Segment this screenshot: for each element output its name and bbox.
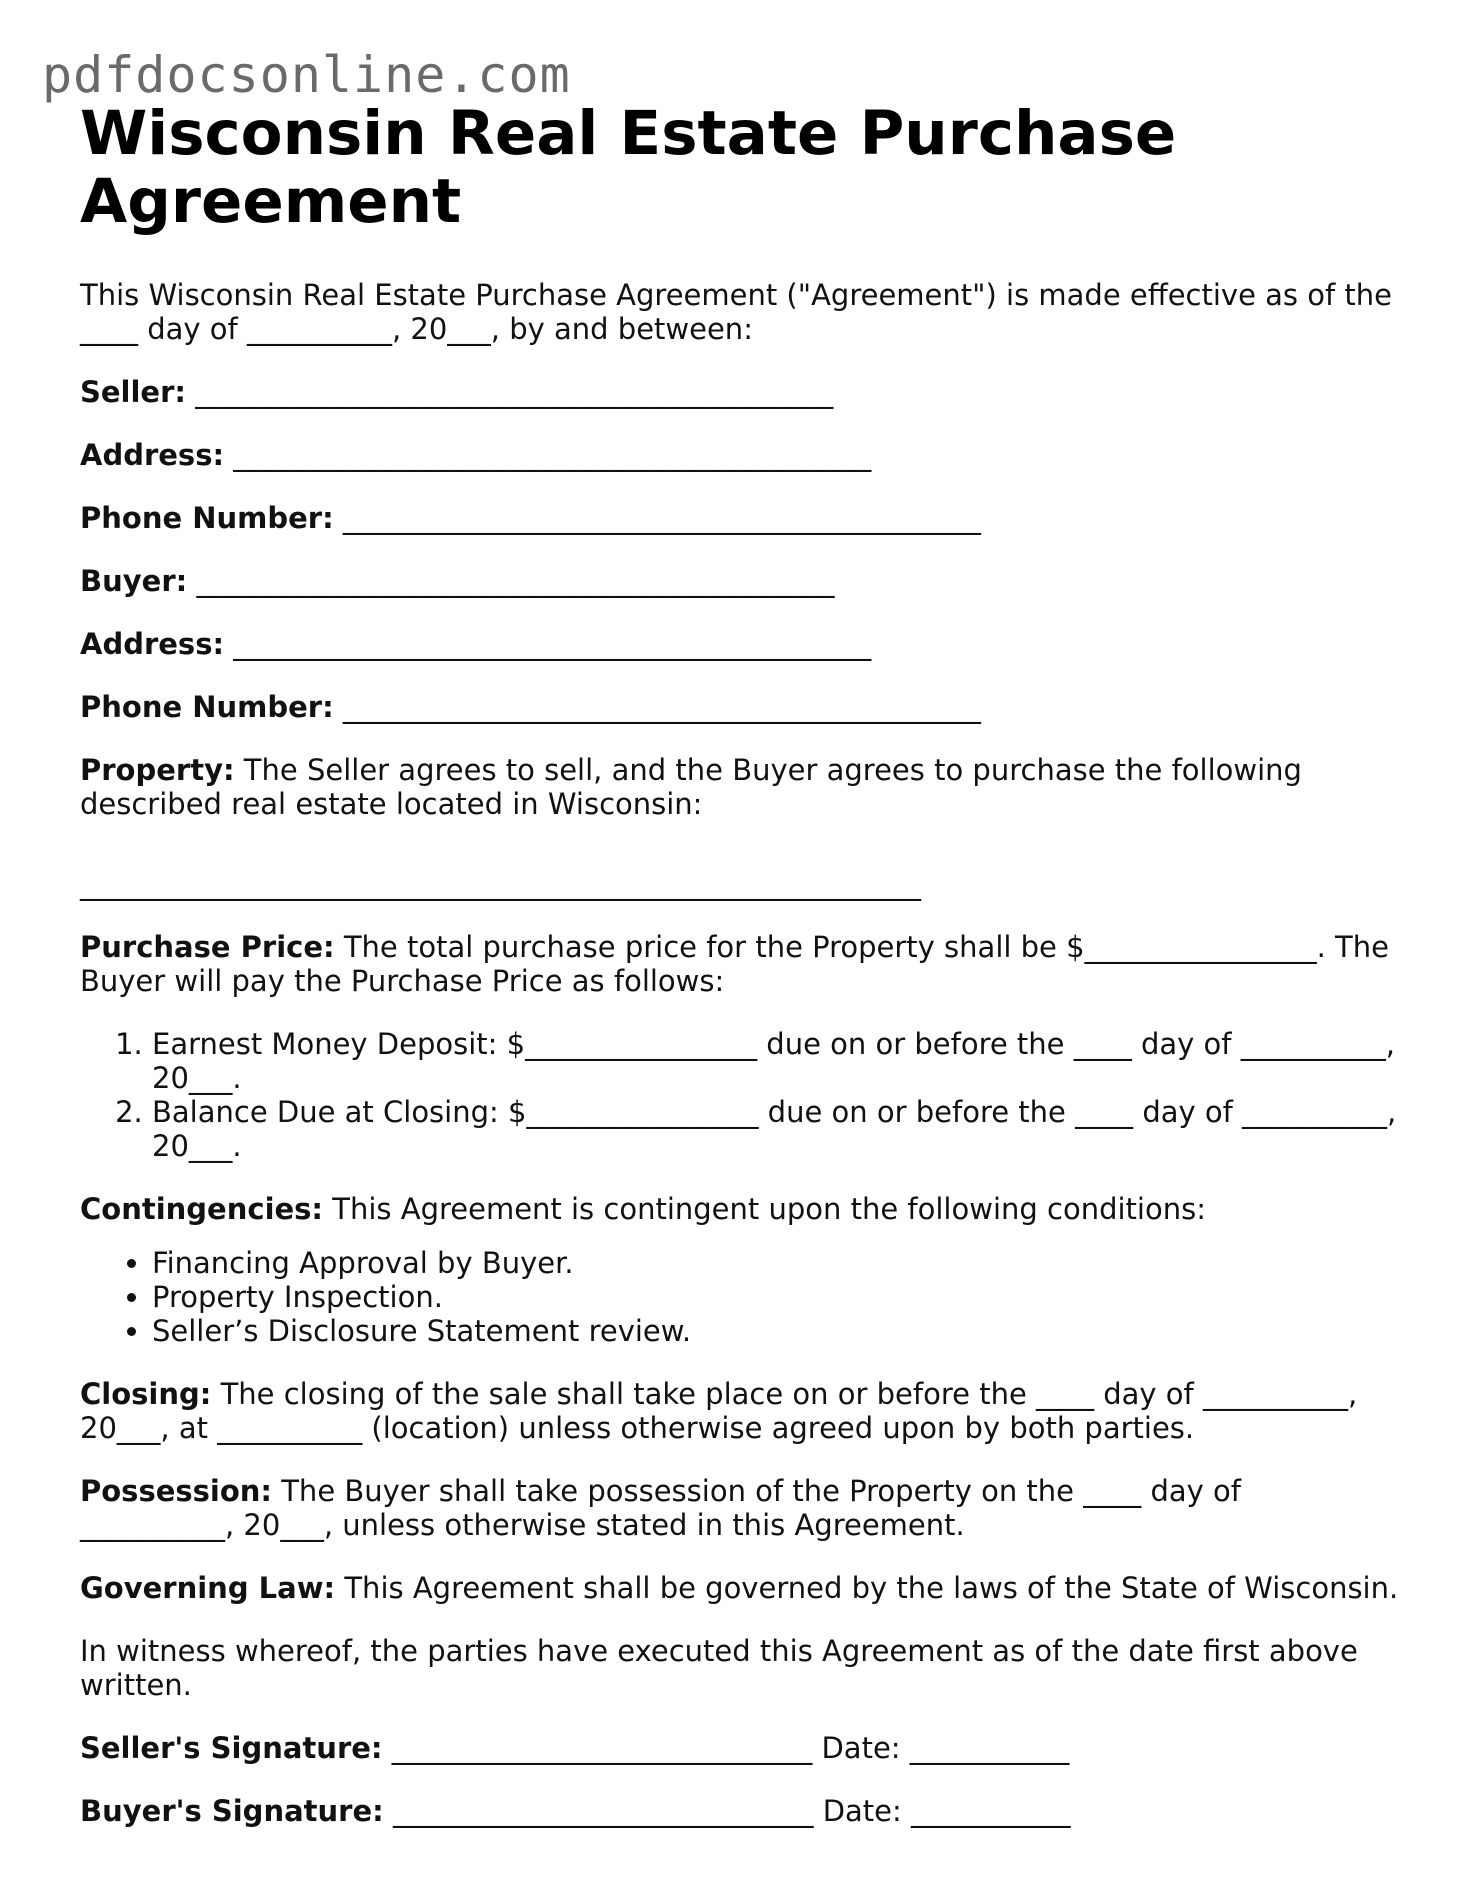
seller-address-field <box>80 438 1400 472</box>
seller-address-label: Address: <box>80 438 225 472</box>
possession-section <box>80 1474 1400 1542</box>
governing-law-label: Governing Law: <box>80 1571 336 1605</box>
purchase-price-text: The total purchase price for the Property shall be $________________. The Buyer will pay the Purchase Price as follows: <box>80 930 1389 998</box>
seller-phone-label: Phone Number: <box>80 501 334 535</box>
governing-law-text: This Agreement shall be governed by the laws of the State of Wisconsin. <box>344 1571 1399 1605</box>
buyer-address-label: Address: <box>80 627 225 661</box>
governing-law-section <box>80 1571 1400 1605</box>
closing-text: The closing of the sale shall take place on or before the ____ day of __________, 20___, at __________ (location) unless otherwise agreed upon by both parties. <box>80 1377 1358 1445</box>
property-text: The Seller agrees to sell, and the Buyer agrees to purchase the following described real estate located in Wisconsin: <box>80 753 1302 821</box>
buyer-blank[interactable]: ____________________________________________ <box>196 564 835 598</box>
seller-signature-blank[interactable]: _____________________________ <box>391 1731 813 1765</box>
buyer-field <box>80 564 1400 598</box>
intro-paragraph: This Wisconsin Real Estate Purchase Agreement ("Agreement") is made effective as of the ____ day of __________, 20___, by and between: <box>80 278 1393 346</box>
closing-label: Closing: <box>80 1377 212 1411</box>
property-section <box>80 753 1400 821</box>
seller-phone-field <box>80 501 1400 535</box>
property-description-blank[interactable]: __________________________________________________________ <box>80 867 921 901</box>
list-item: 1. Earnest Money Deposit: $________________ due on or before the ____ day of __________, 20___. <box>152 1027 1400 1095</box>
page-title: Wisconsin Real Estate Purchase Agreement <box>80 98 1177 237</box>
payment-list <box>80 1027 1400 1163</box>
document <box>80 100 1400 1828</box>
list-item: • Property Inspection. <box>152 1280 1400 1314</box>
seller-date-blank[interactable]: ___________ <box>909 1731 1070 1765</box>
witness-paragraph: In witness whereof, the parties have executed this Agreement as of the date first above written. <box>80 1634 1358 1702</box>
buyer-phone-field <box>80 690 1400 724</box>
buyer-label: Buyer: <box>80 564 188 598</box>
list-item: 2. Balance Due at Closing: $________________ due on or before the ____ day of __________, 20___. <box>152 1095 1400 1163</box>
contingencies-text: This Agreement is contingent upon the following conditions: <box>332 1192 1206 1226</box>
property-label: Property: <box>80 753 235 787</box>
buyer-signature-line <box>80 1794 1400 1828</box>
purchase-price-section <box>80 930 1400 998</box>
buyer-date-blank[interactable]: ___________ <box>911 1794 1071 1828</box>
buyer-date-label: Date: <box>822 1794 902 1828</box>
seller-address-blank[interactable]: ____________________________________________ <box>233 438 872 472</box>
buyer-phone-blank[interactable]: ____________________________________________ <box>342 690 981 724</box>
buyer-signature-label: Buyer's Signature: <box>80 1794 384 1828</box>
seller-signature-line <box>80 1731 1400 1765</box>
seller-label: Seller: <box>80 375 187 409</box>
contingencies-list <box>80 1246 1400 1348</box>
buyer-phone-label: Phone Number: <box>80 690 334 724</box>
buyer-address-field <box>80 627 1400 661</box>
possession-text: The Buyer shall take possession of the Property on the ____ day of __________, 20___, unless otherwise stated in this Agreement. <box>80 1474 1241 1542</box>
closing-section <box>80 1377 1400 1445</box>
seller-date-label: Date: <box>821 1731 901 1765</box>
watermark: pdfdocsonline.com <box>42 46 571 104</box>
buyer-signature-blank[interactable]: _____________________________ <box>392 1794 814 1828</box>
seller-field <box>80 375 1400 409</box>
seller-phone-blank[interactable]: ____________________________________________ <box>342 501 981 535</box>
list-item: • Seller’s Disclosure Statement review. <box>152 1314 1400 1348</box>
list-item: • Financing Approval by Buyer. <box>152 1246 1400 1280</box>
seller-blank[interactable]: ____________________________________________ <box>195 375 834 409</box>
contingencies-label: Contingencies: <box>80 1192 324 1226</box>
buyer-address-blank[interactable]: ____________________________________________ <box>233 627 872 661</box>
seller-signature-label: Seller's Signature: <box>80 1731 383 1765</box>
possession-label: Possession: <box>80 1474 272 1508</box>
purchase-price-label: Purchase Price: <box>80 930 335 964</box>
contingencies-section <box>80 1192 1400 1226</box>
